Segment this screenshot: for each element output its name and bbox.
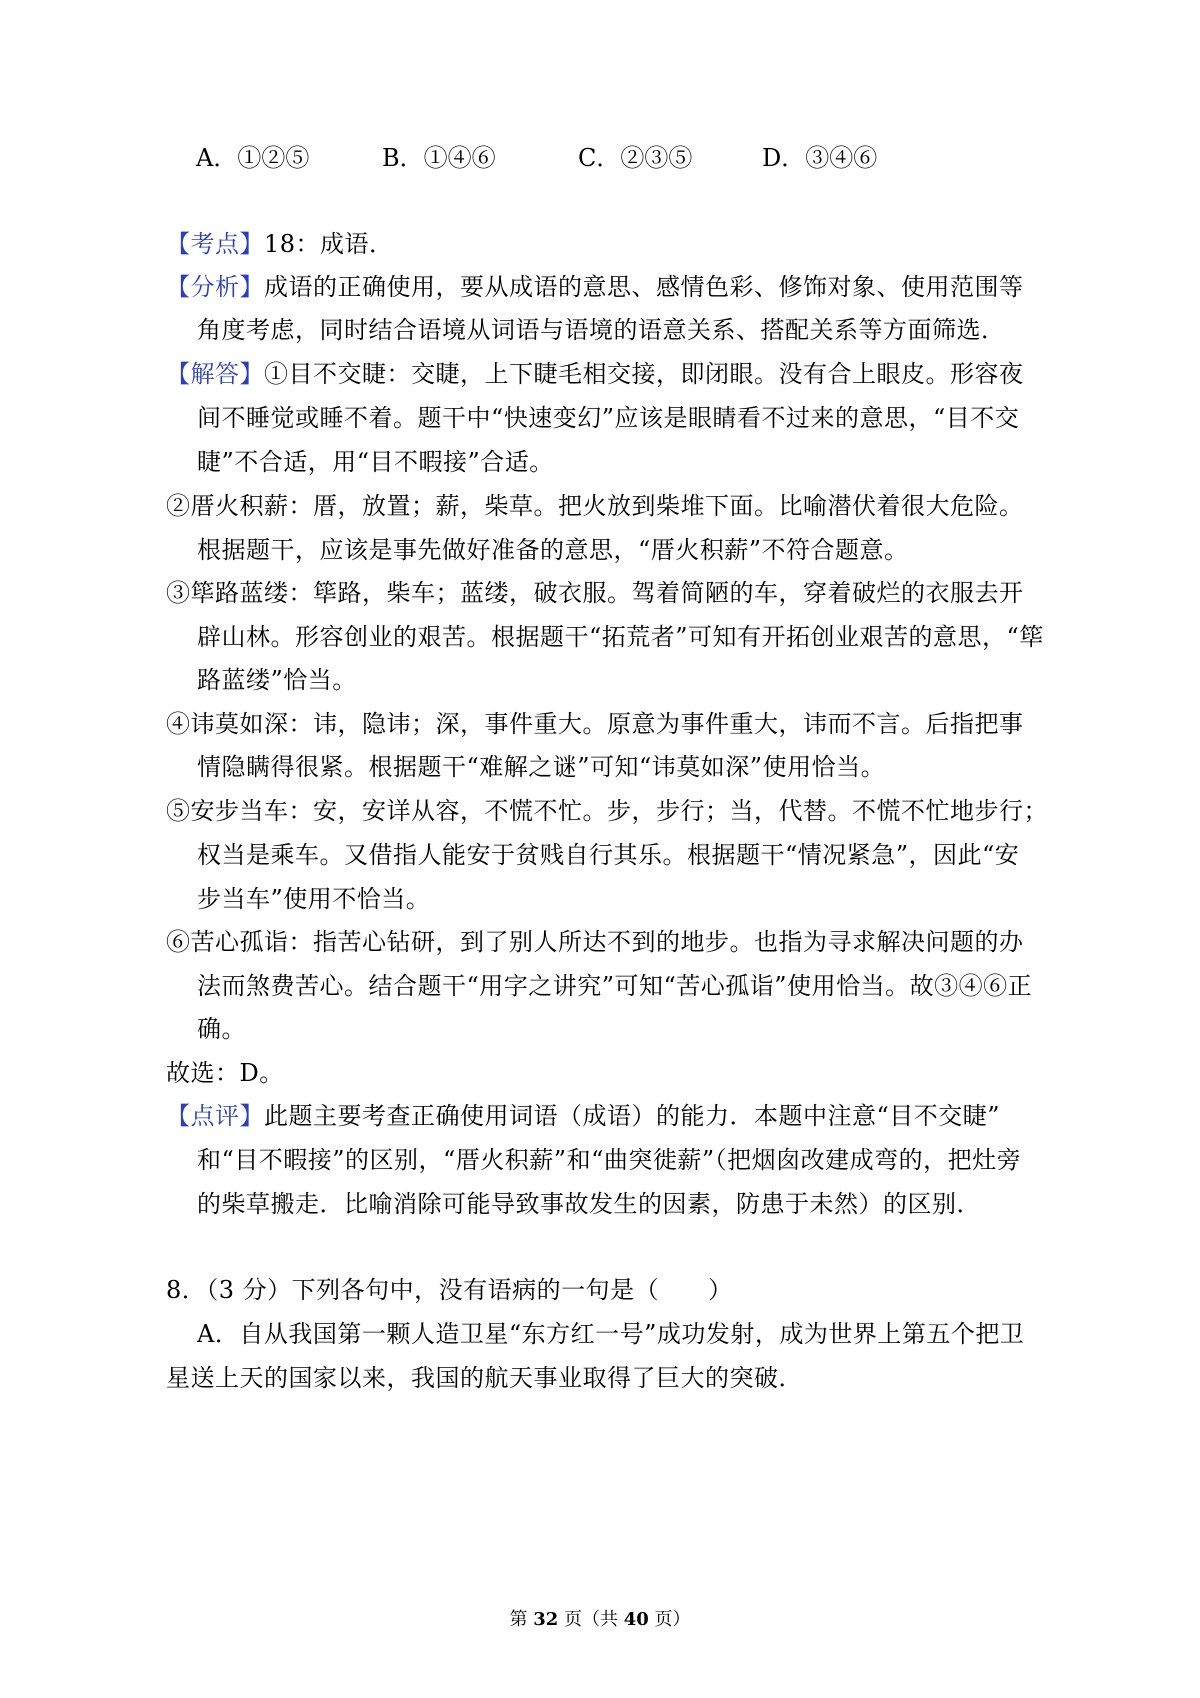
fenxi-line-2: 角度考虑，同时结合语境从词语与语境的语意关系、搭配关系等方面筛选． bbox=[197, 316, 1006, 344]
dianping-tag: 【点评】 bbox=[166, 1102, 264, 1130]
jieda-conclusion: 故选：D。 bbox=[166, 1059, 284, 1087]
jieda-line-6: ③筚路蓝缕：筚路，柴车；蓝缕，破衣服。驾着简陋的车，穿着破烂的衣服去开 bbox=[166, 579, 1024, 607]
jieda-line-13: 步当车”使用不恰当。 bbox=[197, 885, 431, 913]
footer-middle: 页（共 bbox=[558, 1609, 624, 1630]
footer-suffix: 页） bbox=[648, 1609, 691, 1630]
question-8-option-a-line-2: 星送上天的国家以来，我国的航天事业取得了巨大的突破． bbox=[166, 1364, 803, 1392]
dianping-line-2: 和“目不暇接”的区别，“厝火积薪”和“曲突徙薪”（把烟囱改建成弯的，把灶旁 bbox=[197, 1146, 1022, 1174]
jieda-line-2: 间不睡觉或睡不着。题干中“快速变幻”应该是眼睛看不过来的意思，“目不交 bbox=[197, 404, 1020, 432]
kaodian-tag: 【考点】 bbox=[166, 230, 264, 258]
question-8-option-a-line-1: A．自从我国第一颗人造卫星“东方红一号”成功发射，成为世界上第五个把卫 bbox=[197, 1320, 1025, 1348]
jieda-line-9: ④讳莫如深：讳，隐讳；深，事件重大。原意为事件重大，讳而不言。后指把事 bbox=[166, 710, 1024, 738]
footer-total-pages: 40 bbox=[623, 1609, 649, 1630]
kaodian-line bbox=[166, 227, 394, 261]
jieda-line-10: 情隐瞒得很紧。根据题干“难解之谜”可知“讳莫如深”使用恰当。 bbox=[197, 753, 886, 781]
jieda-line-5: 根据题干，应该是事先做好准备的意思，“厝火积薪”不符合题意。 bbox=[197, 536, 909, 564]
option-d: D．③④⑥ bbox=[762, 144, 878, 172]
option-c: C．②③⑤ bbox=[578, 144, 693, 172]
page-footer bbox=[0, 1608, 1200, 1632]
footer-prefix: 第 bbox=[509, 1609, 534, 1630]
fenxi-tag: 【分析】 bbox=[166, 273, 264, 301]
fenxi-text-1: 成语的正确使用，要从成语的意思、感情色彩、修饰对象、使用范围等 bbox=[264, 273, 1024, 301]
jieda-text-1: ①目不交睫：交睫，上下睫毛相交接，即闭眼。没有合上眼皮。形容夜 bbox=[264, 360, 1024, 388]
jieda-line-7: 辟山林。形容创业的艰苦。根据题干“拓荒者”可知有开拓创业艰苦的意思，“筚 bbox=[197, 623, 1044, 651]
question-8-stem: 8．（3 分）下列各句中，没有语病的一句是（ ） bbox=[166, 1276, 733, 1304]
dianping-line-1 bbox=[166, 1099, 1000, 1133]
footer-page-number: 32 bbox=[533, 1609, 559, 1630]
jieda-line-12: 权当是乘车。又借指人能安于贫贱自行其乐。根据题干“情况紧急”，因此“安 bbox=[197, 841, 1020, 869]
jieda-line-15: 法而煞费苦心。结合题干“用字之讲究”可知“苦心孤诣”使用恰当。故③④⑥正 bbox=[197, 972, 1033, 1000]
jieda-line-14: ⑥苦心孤诣：指苦心钻研，到了别人所达不到的地步。也指为寻求解决问题的办 bbox=[166, 928, 1024, 956]
dianping-text-1: 此题主要考查正确使用词语（成语）的能力．本题中注意“目不交睫” bbox=[264, 1102, 1001, 1130]
dianping-line-3: 的柴草搬走．比喻消除可能导致事故发生的因素，防患于未然）的区别． bbox=[197, 1190, 981, 1218]
fenxi-line-1 bbox=[166, 270, 1024, 304]
option-a: A．①②⑤ bbox=[196, 144, 310, 172]
kaodian-text: 18：成语． bbox=[264, 230, 394, 258]
jieda-tag: 【解答】 bbox=[166, 360, 264, 388]
jieda-line-11: ⑤安步当车：安，安详从容，不慌不忙。步，步行；当，代替。不慌不忙地步行； bbox=[166, 797, 1048, 825]
jieda-line-8: 路蓝缕”恰当。 bbox=[197, 666, 357, 694]
option-b: B．①④⑥ bbox=[382, 144, 496, 172]
jieda-line-16: 确。 bbox=[197, 1015, 246, 1043]
jieda-line-3: 睫”不合适，用“目不暇接”合适。 bbox=[197, 448, 554, 476]
jieda-line-1 bbox=[166, 357, 1024, 391]
jieda-line-4: ②厝火积薪：厝，放置；薪，柴草。把火放到柴堆下面。比喻潜伏着很大危险。 bbox=[166, 492, 1024, 520]
